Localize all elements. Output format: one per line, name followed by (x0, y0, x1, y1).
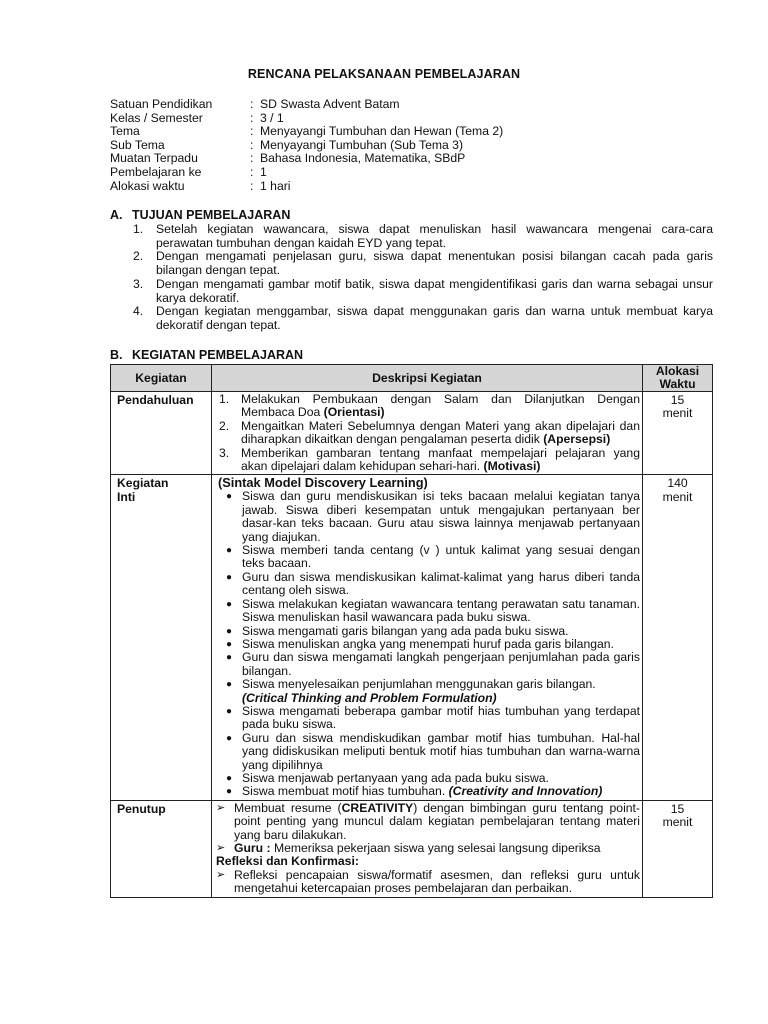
bullet-text: Siswa menyelesaikan penjumlahan menggunakan garis bilangan. (242, 677, 596, 692)
item-text-plain: Memberikan gambaran tentang manfaat mempelajari pelajaran yang akan dipelajari dalam kehidupan sehari-hari. (241, 445, 640, 474)
info-value: SD Swasta Advent Batam (260, 97, 400, 111)
row-inti (111, 475, 713, 800)
bullet-item (216, 772, 640, 785)
bullet-item (216, 732, 640, 772)
info-row (110, 139, 503, 153)
item-number: 1. (219, 392, 230, 406)
header-kegiatan: Kegiatan (111, 365, 212, 392)
info-value: 1 hari (260, 178, 291, 193)
bullet-item (216, 651, 640, 678)
penutup-text: Refleksi pencapaian siswa/formatif asesmen, dan refleksi guru untuk mengetahui ketercapaian proses pembelajaran dan perbaikan. (234, 867, 640, 896)
pendahuluan-description (212, 392, 643, 475)
text-plain: Memeriksa pekerjaan siswa yang selesai langsung diperiksa (270, 841, 601, 855)
info-row (110, 112, 503, 126)
info-value: 1 (260, 164, 267, 179)
goal-item (133, 250, 713, 277)
bullet-text-plain: Siswa membuat motif hias tumbuhan. (242, 784, 449, 799)
info-colon: : (250, 151, 254, 166)
goal-number: 3. (133, 276, 144, 291)
time-penutup: 15 menit (643, 800, 713, 897)
table-header-row (111, 365, 713, 392)
goal-item (133, 223, 713, 250)
penutup-text (234, 842, 640, 855)
identity-block (110, 98, 503, 193)
bullet-item (216, 625, 640, 638)
info-colon: : (250, 137, 254, 152)
activities-table (110, 364, 713, 898)
goals-list (133, 223, 713, 333)
item-text-plain: Mengaitkan Materi Sebelumnya dengan Materi yang akan dipelajari dan diharapkan dikaitkan dengan pengalaman peserta didik (241, 418, 640, 447)
bullet-icon: ● (225, 732, 233, 744)
info-label: Alokasi waktu (110, 178, 185, 193)
bullet-item (216, 678, 640, 691)
bullet-icon: ● (225, 491, 233, 503)
bullet-icon: ● (225, 545, 233, 557)
item-text (241, 420, 640, 447)
arrow-icon: ➢ (216, 801, 226, 814)
info-row (110, 180, 503, 194)
phase-penutup: Penutup (111, 800, 212, 897)
inti-description (212, 475, 643, 800)
text-bold: Guru : (234, 841, 271, 855)
bullet-text: Siswa melakukan kegiatan wawancara tentang perawatan satu tanaman. Siswa menuliskan hasil wawancara pada buku siswa. (242, 596, 640, 625)
info-value: 3 / 1 (260, 110, 284, 125)
bullet-icon: ● (225, 598, 233, 610)
phase-pendahuluan: Pendahuluan (111, 392, 212, 475)
item-text-bold: (Orientasi) (323, 405, 385, 420)
bullet-text: Siswa menuliskan angka yang menempati huruf pada garis bilangan. (242, 636, 614, 651)
item-text (241, 447, 640, 474)
item-number: 2. (219, 418, 230, 433)
row-penutup (111, 800, 713, 897)
bullet-text: Guru dan siswa mendiskudikan gambar motif hias tumbuhan. Hal-hal yang didiskusikan meliputi bentuk motif hias tumbuhan dan warna-warna yang dipilihnya (242, 730, 640, 772)
bullet-icon: ● (225, 786, 233, 798)
section-a-letter: A. (110, 208, 123, 222)
section-a-title: TUJUAN PEMBELAJARAN (132, 208, 291, 222)
sintak-label: (Sintak Model Discovery Learning) (218, 475, 428, 491)
section-b-title: KEGIATAN PEMBELAJARAN (132, 348, 304, 362)
penutup-item (216, 869, 640, 896)
refleksi-label: Refleksi dan Konfirmasi: (216, 854, 359, 869)
goal-text: Dengan kegiatan menggambar, siswa dapat menggunakan garis dan warna untuk membuat karya dekoratif dengan tepat. (156, 304, 713, 332)
info-label: Tema (110, 124, 140, 139)
item-text-bold: (Motivasi) (483, 459, 541, 474)
bullet-item (216, 705, 640, 732)
bullet-text: Guru dan siswa mendiskusikan kalimat-kalimat yang harus diberi tanda centang oleh siswa. (242, 569, 640, 598)
section-b-letter: B. (110, 348, 123, 362)
info-value: Bahasa Indonesia, Matematika, SBdP (260, 151, 466, 166)
row-pendahuluan (111, 392, 713, 475)
section-b-heading (110, 348, 303, 362)
bullet-text: Siswa dan guru mendiskusikan isi teks bacaan melalui kegiatan tanya jawab. Siswa diberi kesempatan untuk mengajukan pertanyaan ber dasar-kan teks bacaan. Guru atau siswa lainnya menjawab pertanyaan yang diajukan. (242, 489, 640, 544)
text-plain: Membuat resume ( (234, 800, 342, 815)
bullet-text: Siswa mengamati beberapa gambar motif hias tumbuhan yang terdapat pada buku siswa. (242, 703, 640, 732)
bullet-icon: ● (225, 625, 233, 637)
bullet-item (216, 571, 640, 598)
time-pendahuluan: 15 menit (643, 392, 713, 475)
info-colon: : (250, 164, 254, 179)
arrow-icon: ➢ (216, 842, 226, 854)
info-value: Menyayangi Tumbuhan dan Hewan (Tema 2) (260, 124, 504, 139)
section-a-heading (110, 208, 290, 222)
phase-inti: Kegiatan Inti (111, 475, 212, 800)
penutup-description (212, 800, 643, 897)
info-row (110, 125, 503, 139)
info-label: Sub Tema (110, 137, 165, 152)
info-row (110, 98, 503, 112)
pendahuluan-item (216, 447, 640, 474)
goal-item (133, 305, 713, 332)
header-deskripsi: Deskripsi Kegiatan (212, 365, 643, 392)
info-colon: : (250, 110, 254, 125)
bullet-text: Siswa mengamati garis bilangan yang ada pada buku siswa. (242, 623, 569, 638)
bullet-text: Siswa memberi tanda centang (v ) untuk kalimat yang sesuai dengan teks bacaan. (242, 543, 640, 571)
goal-text: Setelah kegiatan wawancara, siswa dapat menuliskan hasil wawancara mengenai cara-cara perawatan tumbuhan dengan kaidah EYD yang tepat. (156, 222, 713, 250)
sub-label: (Critical Thinking and Problem Formulation) (242, 690, 497, 705)
goal-text: Dengan mengamati penjelasan guru, siswa dapat menentukan posisi bilangan cacah pada garis bilangan dengan tepat. (156, 249, 713, 278)
header-alokasi: Alokasi Waktu (643, 365, 713, 392)
page-title: RENCANA PELAKSANAAN PEMBELAJARAN (247, 67, 521, 81)
bullet-icon: ● (225, 772, 233, 784)
goal-number: 2. (133, 249, 144, 264)
info-label: Kelas / Semester (110, 110, 203, 125)
goal-number: 1. (133, 222, 144, 236)
penutup-item (216, 842, 640, 855)
goal-item (133, 278, 713, 305)
bullet-item (216, 638, 640, 651)
arrow-icon: ➢ (216, 868, 226, 881)
pendahuluan-item (216, 393, 640, 420)
info-row (110, 152, 503, 166)
bullet-item (216, 598, 640, 625)
bullet-icon: ● (225, 571, 233, 583)
info-label: Muatan Terpadu (110, 151, 198, 166)
bullet-icon: ● (225, 652, 233, 664)
item-number: 3. (219, 445, 230, 460)
info-row (110, 166, 503, 180)
info-colon: : (250, 97, 254, 111)
bullet-text: Siswa menjawab pertanyaan yang ada pada buku siswa. (242, 770, 549, 785)
penutup-item (216, 802, 640, 842)
time-inti: 140 menit (643, 475, 713, 800)
item-text-plain: Melakukan Pembukaan dengan Salam dan Dilanjutkan Dengan Membaca Doa (241, 392, 640, 420)
info-colon: : (250, 124, 254, 139)
bullet-icon: ● (225, 705, 233, 717)
text-bold: CREATIVITY (341, 800, 414, 815)
item-text-bold: (Apersepsi) (543, 432, 611, 447)
goal-number: 4. (133, 304, 144, 319)
bullet-text: Guru dan siswa mengamati langkah pengerjaan penjumlahan pada garis bilangan. (242, 650, 640, 678)
pendahuluan-item (216, 420, 640, 447)
bullet-text-bold: (Creativity and Innovation) (448, 784, 603, 799)
goal-text: Dengan mengamati gambar motif batik, siswa dapat mengidentifikasi garis dan warna sebagai unsur karya dekoratif. (156, 276, 713, 305)
bullet-item (216, 490, 640, 544)
bullet-icon: ● (225, 638, 233, 650)
bullet-item (216, 785, 640, 798)
item-text (241, 393, 640, 420)
text-plain: ) dengan bimbingan guru tentang point-point penting yang muncul dalam kegiatan pembelajaran tentang materi yang baru dilakukan. (234, 800, 640, 842)
bullet-text (242, 785, 640, 798)
penutup-text (234, 802, 640, 842)
info-label: Satuan Pendidikan (110, 97, 213, 111)
info-label: Pembelajaran ke (110, 164, 202, 179)
info-value: Menyayangi Tumbuhan (Sub Tema 3) (260, 137, 464, 152)
bullet-item (216, 544, 640, 571)
info-colon: : (250, 178, 254, 193)
bullet-icon: ● (225, 679, 233, 691)
